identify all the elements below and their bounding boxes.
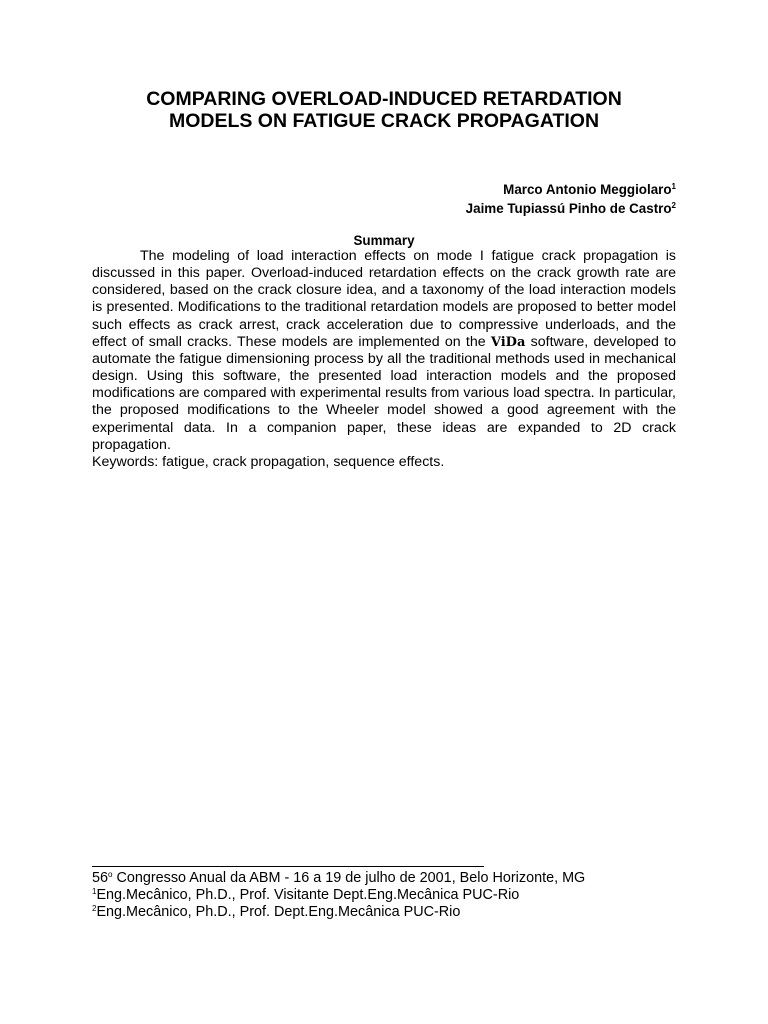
footnote-separator (92, 866, 484, 867)
footnote-number: 56 (92, 870, 109, 886)
footnotes (92, 870, 585, 922)
footnote-text: Congresso Anual da ABM - 16 a 19 de julho de 2001, Belo Horizonte, MG (112, 870, 586, 886)
software-name: ViDa (490, 334, 526, 350)
footnote-conference (92, 870, 585, 887)
author-2 (466, 199, 676, 218)
abstract-text-part-2: software, developed to automate the fatigue dimensioning process by all the traditional methods used in mechanical design. Using this software, the presented load interaction models and the proposed modifications are compared with experimental results from various load spectra. In particular, the proposed modifications to the Wheeler model showed a good agreement with the experimental data. In a companion paper, these ideas are expanded to 2D crack propagation. (92, 333, 676, 453)
footnote-text: Eng.Mecânico, Ph.D., Prof. Dept.Eng.Mecânica PUC-Rio (96, 904, 461, 921)
author-1 (466, 180, 676, 199)
keywords: Keywords: fatigue, crack propagation, sequence effects. (92, 453, 445, 470)
author-name: Marco Antonio Meggiolaro (503, 182, 672, 197)
author-name: Jaime Tupiassú Pinho de Castro (465, 201, 672, 216)
author-list (466, 180, 676, 218)
author-affiliation-mark: 1 (671, 182, 676, 192)
footnote-superscript: o (108, 870, 113, 880)
footnote-superscript: 2 (92, 904, 97, 914)
footnote-affiliation-1 (92, 887, 585, 904)
summary-heading: Summary (353, 233, 415, 248)
title-line-2: MODELS ON FATIGUE CRACK PROPAGATION (168, 110, 600, 132)
footnote-superscript: 1 (92, 887, 97, 897)
footnote-text: Eng.Mecânico, Ph.D., Prof. Visitante Dept.Eng.Mecânica PUC-Rio (96, 887, 520, 904)
abstract-text-part-1: The modeling of load interaction effects on mode I fatigue crack propagation is discussed in this paper. Overload-induced retardation effects on the crack growth rate are considered, based on the crack closure idea, and a taxonomy of the load interaction models is presented. Modifications to the traditional retardation models are proposed to better model such effects as crack arrest, crack acceleration due to compressive underloads, and the effect of small cracks. These models are implemented on the (92, 248, 676, 350)
title-line-1: COMPARING OVERLOAD-INDUCED RETARDATION (146, 88, 622, 110)
author-affiliation-mark: 2 (671, 201, 676, 211)
summary-abstract (92, 248, 676, 471)
paper-title (92, 88, 676, 132)
footnote-affiliation-2 (92, 904, 585, 921)
